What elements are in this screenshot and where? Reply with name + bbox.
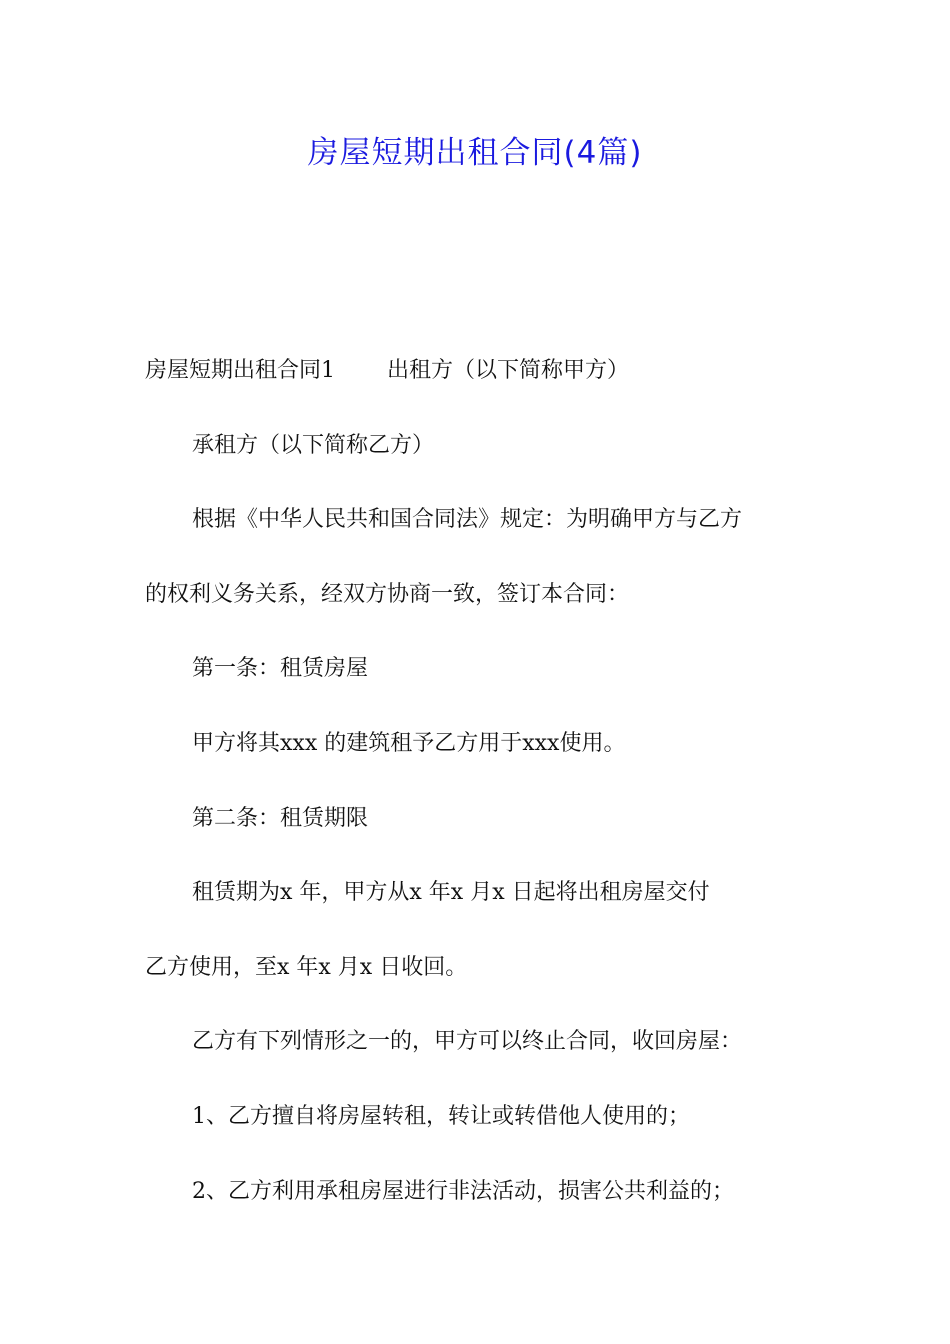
paragraph: 乙方有下列情形之一的，甲方可以终止合同，收回房屋： [192, 1029, 743, 1055]
list-item: 1、乙方擅自将房屋转租，转让或转借他人使用的； [192, 1103, 690, 1129]
document-body [145, 334, 810, 1229]
paragraph: 承租方（以下简称乙方） [192, 432, 435, 458]
contract-heading-label: 房屋短期出租合同1 [145, 358, 335, 383]
paragraph: 租赁期为x 年，甲方从x 年x 月x 日起将出租房屋交付 [192, 880, 710, 906]
paragraph: 甲方将其xxx 的建筑租予乙方用于xxx使用。 [192, 730, 626, 756]
contract-heading-line [145, 334, 810, 409]
document-title: 房屋短期出租合同(4篇) [307, 135, 643, 171]
paragraph: 的权利义务关系，经双方协商一致，签订本合同： [145, 581, 630, 607]
list-item: 2、乙方利用承租房屋进行非法活动，损害公共利益的； [192, 1178, 734, 1204]
paragraph: 根据《中华人民共和国合同法》规定：为明确甲方与乙方 [192, 507, 743, 533]
article-heading: 第二条：租赁期限 [192, 805, 369, 831]
paragraph: 乙方使用，至x 年x 月x 日收回。 [145, 954, 468, 980]
article-heading: 第一条：租赁房屋 [192, 656, 369, 682]
lessor-line: 出租方（以下简称甲方） [387, 358, 630, 383]
